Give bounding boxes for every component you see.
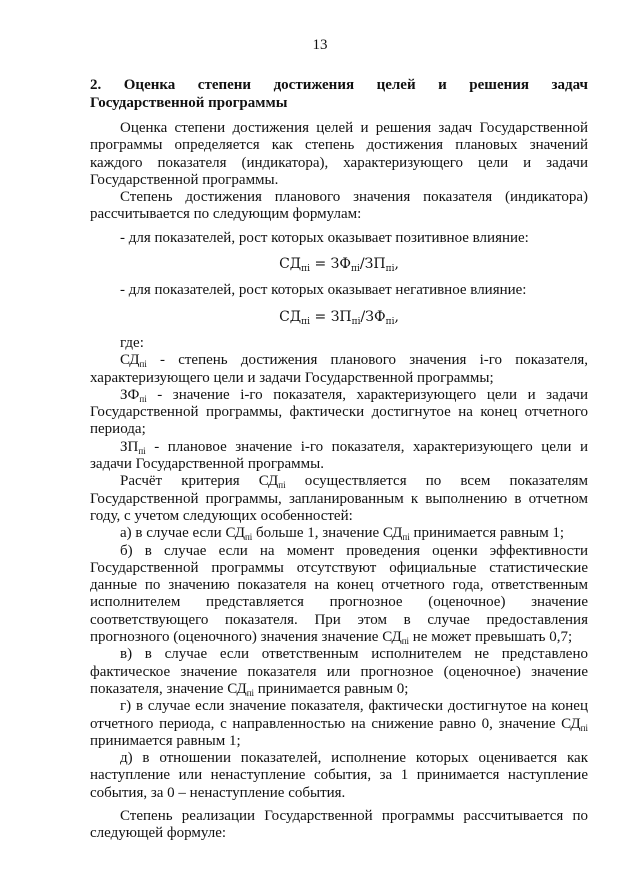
item-a: а) в случае если $СД_{пі}$ больше 1, значение $СД_{пі}$ принимается равным 1; bbox=[120, 525, 565, 543]
formula-positive: $СД_{пі} = ЗФ_{пі}/ЗП_{пі}$, bbox=[279, 256, 399, 275]
definition-zp: $ЗП_{пі}$ - плановое значение і-го показателя, характеризующего цели и задачи Государственной программы. bbox=[90, 438, 588, 473]
positive-case-label: - для показателей, рост которых оказывает позитивное влияние: bbox=[120, 229, 529, 246]
where-label: где: bbox=[120, 334, 144, 351]
definition-sd: $СД_{пі}$ - степень достижения планового значения і-го показателя, характеризующего цели и задачи Государственной программы; bbox=[90, 352, 588, 386]
paragraph-final: Степень реализации Государственной программы рассчитывается по следующей формуле: bbox=[90, 807, 588, 842]
negative-case-label: - для показателей, рост которых оказывает негативное влияние: bbox=[120, 282, 527, 299]
item-d: д) в отношении показателей, исполнение которых оценивается как наступление или ненаступление события, за 1 принимается наступление события, за 0 – ненаступление события. bbox=[90, 750, 588, 801]
section-heading: 2. Оценка степени достижения целей и решения задач bbox=[90, 77, 588, 93]
item-b: б) в случае если на момент проведения оценки эффективности Государственной программы отсутствуют официальные статистические данные по значению показателя на конец отчетного года, ответственным исполнителем представляется прогнозное (оценочное) значение соответствующего показателя. При этом в случае предоставления прогнозного (оценочного) значения значение $СД_{пі}$ не может превышать 0,7; bbox=[90, 542, 588, 647]
section-heading-line2: Государственной программы bbox=[90, 95, 288, 111]
definition-zf: $ЗФ_{пі}$ - значение і-го показателя, характеризующего цели и задачи Государственной программы, фактически достигнутое на конец отчетного периода; bbox=[90, 386, 588, 438]
paragraph-intro: Оценка степени достижения целей и решения задач Государственной программы определяется как степень достижения плановых значений каждого показателя (индикатора), характеризующего цели и задачи Государственной программы. bbox=[90, 120, 588, 188]
paragraph-formulas-intro: Степень достижения планового значения показателя (индикатора) рассчитывается по следующим формулам: bbox=[90, 189, 588, 223]
item-g: г) в случае если значение показателя, фактически достигнутое на конец отчетного периода, с направленностью на снижение равно 0, значение $СД_{пі}$ принимается равным 1; bbox=[90, 698, 588, 749]
page-number: 13 bbox=[312, 37, 328, 53]
paragraph-calc: Расчёт критерия $СД_{пі}$ осуществляется по всем показателям Государственной программы, запланированным к выполнению в отчетном году, с учетом следующих особенностей: bbox=[90, 473, 588, 524]
document-body bbox=[90, 120, 588, 843]
item-v: в) в случае если ответственным исполнителем не представлено фактическое значение показателя или прогнозное (оценочное) значение показателя, значение $СД_{пі}$ принимается равным 0; bbox=[90, 646, 588, 698]
formula-negative: $СД_{пі} = ЗП_{пі}/ЗФ_{пі}$, bbox=[279, 308, 399, 327]
